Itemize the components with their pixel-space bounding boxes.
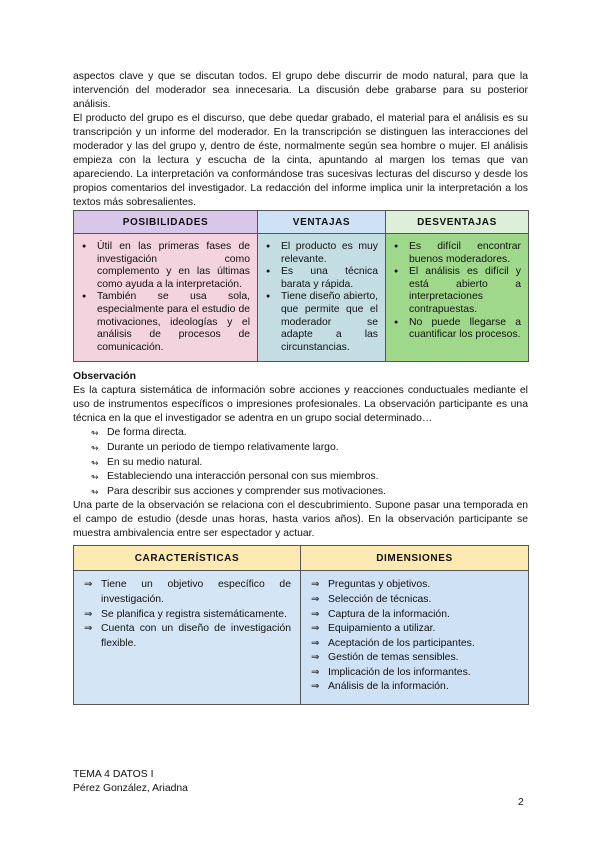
- list-item: ↬ Estableciendo una interacción personal con sus miembros.: [91, 470, 528, 485]
- header-dimensiones: DIMENSIONES: [301, 546, 529, 571]
- list-item: ● El producto es muy relevante.: [281, 241, 378, 266]
- observation-table: [73, 545, 529, 705]
- paragraph-observacion-2: Una parte de la observación se relaciona con el descubrimiento. Supone pasar una temporada en el campo de estudio (desde unas horas, hasta varios años). En la observación participante se muestra ambivalencia entre ser espectador y actuar.: [73, 500, 528, 540]
- list-item: ● El análisis es difícil y está abierto a interpretaciones contrapuestas.: [409, 266, 521, 316]
- paragraph-product: El producto del grupo es el discurso, que debe quedar grabado, el material para el análisis es su transcripción y un informe del moderador. En la transcripción se distinguen las interacciones del moderador y las del grupo y, dentro de éste, normalmente según sea hombre o mujer. El análisis empieza con la lectura y escucha de la cinta, apuntando al margen los temas que van apareciendo. La interpretación va conformándose tras sucesivas lecturas del discurso y desde los propios comentarios del investigador. La redacción del informe implica unir la interpretación a los textos más sobresalientes.: [73, 113, 528, 208]
- list-item: ⇒ Aceptación de los participantes.: [328, 637, 519, 652]
- cell-caracteristicas: [74, 571, 301, 705]
- list-item: ⇒ Captura de la información.: [328, 608, 519, 623]
- list-item: ● Tiene diseño abierto, que permite que el moderador se adapte a las circunstancias.: [281, 291, 378, 354]
- footer: [73, 768, 188, 796]
- list-item: ⇒ Equipamiento a utilizar.: [328, 622, 519, 637]
- list-item: ⇒ Gestión de temas sensibles.: [328, 651, 519, 666]
- list-item: ⇒ Se planifica y registra sistemáticamente.: [101, 608, 291, 623]
- footer-course: TEMA 4 DATOS I: [73, 769, 154, 780]
- header-posibilidades: POSIBILIDADES: [74, 211, 258, 234]
- cell-ventajas: [258, 234, 386, 362]
- list-item: ↬ Para describir sus acciones y comprender sus motivaciones.: [91, 485, 528, 500]
- list-item: ⇒ Cuenta con un diseño de investigación flexible.: [101, 622, 291, 651]
- list-item: ↬ En su medio natural.: [91, 456, 528, 471]
- list-item: ● También se usa sola, especialmente para el estudio de motivaciones, ideologías y el análisis de procesos de comunicación.: [97, 291, 250, 354]
- cell-desventajas: [386, 234, 529, 362]
- list-item: ● Es una técnica barata y rápida.: [281, 266, 378, 291]
- list-item: ⇒ Análisis de la información.: [328, 680, 519, 695]
- list-item: ● Útil en las primeras fases de investigación como complemento y en las últimas como ayuda a la interpretación.: [97, 241, 250, 291]
- footer-author: Pérez González, Ariadna: [73, 783, 188, 794]
- list-item: ● Es difícil encontrar buenos moderadores.: [409, 241, 521, 266]
- list-item: ↬ De forma directa.: [91, 426, 528, 441]
- list-item: ⇒ Selección de técnicas.: [328, 593, 519, 608]
- group-technique-table: [73, 210, 529, 362]
- page-number: 2: [518, 797, 524, 808]
- list-item: ⇒ Implicación de los informantes.: [328, 666, 519, 681]
- header-ventajas: VENTAJAS: [258, 211, 386, 234]
- section-title-observacion: Observación: [73, 371, 136, 383]
- header-caracteristicas: CARACTERÍSTICAS: [74, 546, 301, 571]
- observacion-list: [73, 426, 528, 499]
- list-item: ⇒ Tiene un objetivo específico de investigación.: [101, 578, 291, 607]
- list-item: ↬ Durante un periodo de tiempo relativamente largo.: [91, 441, 528, 456]
- cell-posibilidades: [74, 234, 258, 362]
- cell-dimensiones: [301, 571, 529, 705]
- paragraph-intro: aspectos clave y que se discutan todos. El grupo debe discurrir de modo natural, para que la intervención del moderador sea innecesaria. La discusión debe grabarse para su posterior análisis.: [73, 71, 528, 110]
- header-desventajas: DESVENTAJAS: [386, 211, 529, 234]
- list-item: ⇒ Preguntas y objetivos.: [328, 578, 519, 593]
- list-item: ● No puede llegarse a cuantificar los procesos.: [409, 317, 521, 342]
- paragraph-observacion-intro: Es la captura sistemática de información sobre acciones y reacciones conductuales mediante el uso de instrumentos específicos o impresiones profesionales. La observación participante es una técnica en la que el investigador se adentra en un grupo social determinado…: [73, 385, 528, 425]
- page-content: [73, 70, 528, 705]
